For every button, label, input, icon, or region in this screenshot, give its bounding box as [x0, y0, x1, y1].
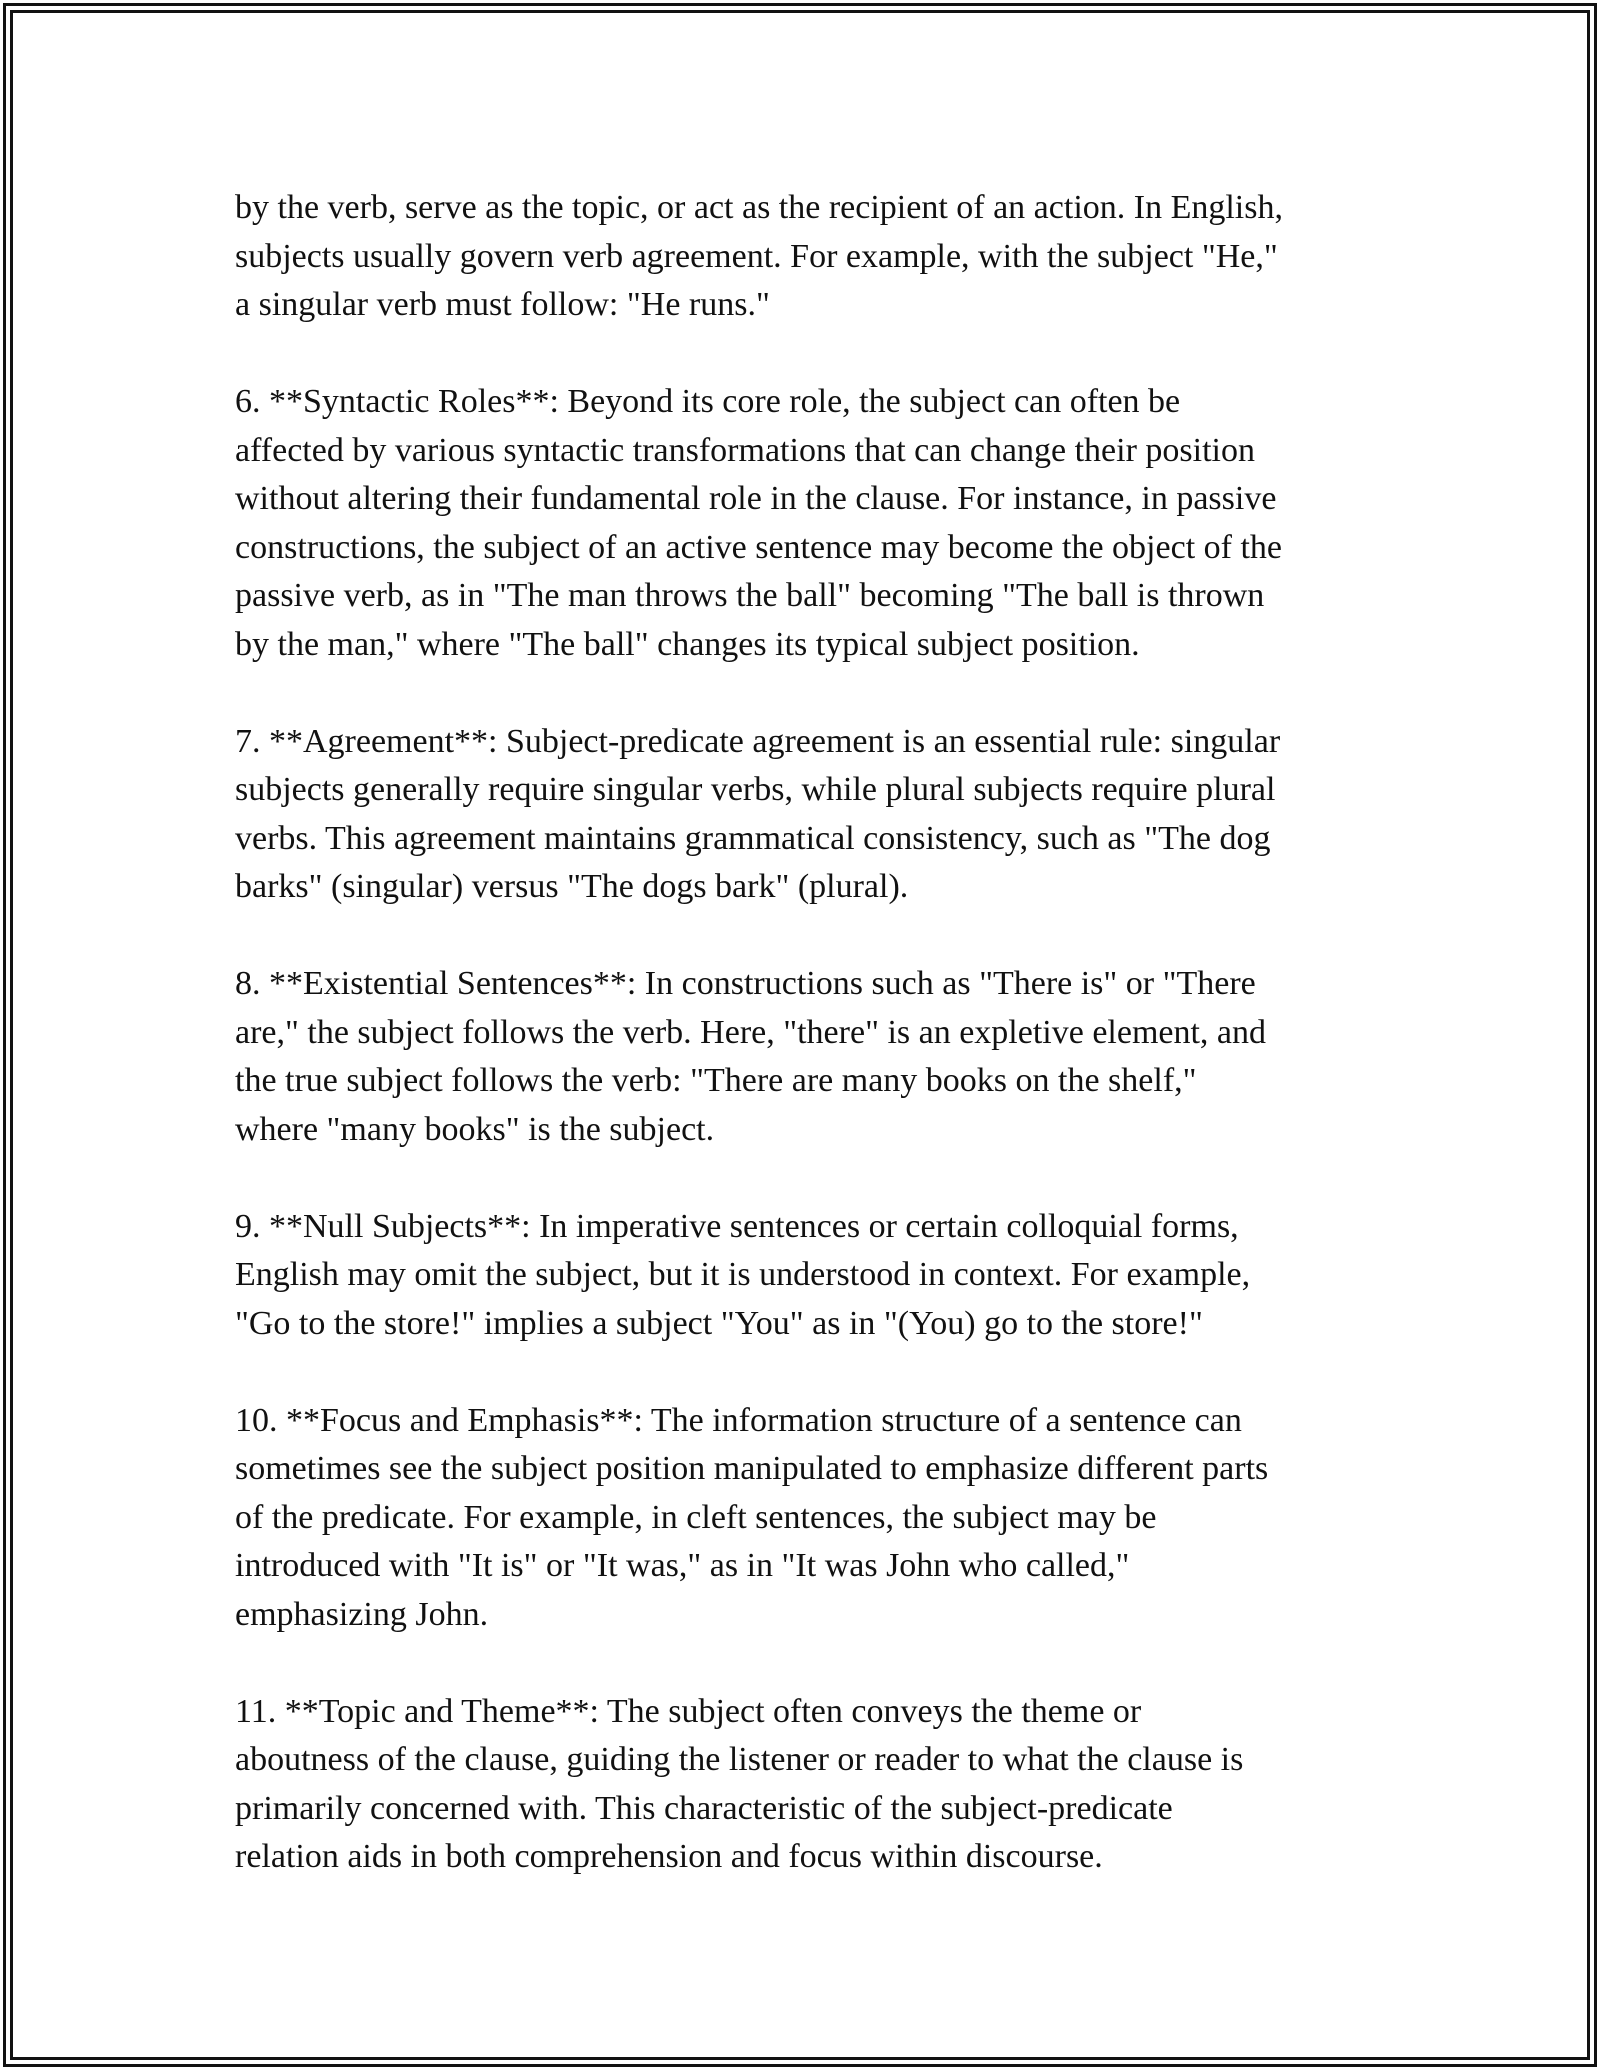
paragraph-agreement: 7. **Agreement**: Subject-predicate agreement is an essential rule: singular subjects generally require singular verbs, while plural subjects require plural verbs. This agreement maintains grammatical consistency, such as "The dog barks" (singular) versus "The dogs bark" (plural).: [235, 722, 1281, 905]
paragraph-syntactic-roles: 6. **Syntactic Roles**: Beyond its core role, the subject can often be affected by various syntactic transformations that can change their position without altering their fundamental role in the clause. For instance, in passive constructions, the subject of an active sentence may become the object of the passive verb, as in "The man throws the ball" becoming "The ball is thrown by the man," where "The ball" changes its typical subject position.: [235, 383, 1282, 663]
paragraph-topic-and-theme: 11. **Topic and Theme**: The subject often conveys the theme or aboutness of the clause, guiding the listener or reader to what the clause is primarily concerned with. This characteristic of the subject-predicate relation aids in both comprehension and focus within discourse.: [235, 1692, 1244, 1875]
paragraph-focus-and-emphasis: 10. **Focus and Emphasis**: The information structure of a sentence can sometimes see the subject position manipulated to emphasize different parts of the predicate. For example, in cleft sentences, the subject may be introduced with "It is" or "It was," as in "It was John who called," emphasizing John.: [235, 1401, 1269, 1633]
paragraph-existential-sentences: 8. **Existential Sentences**: In constructions such as "There is" or "There are," the subject follows the verb. Here, "there" is an expletive element, and the true subject follows the verb: "There are many books on the shelf," where "many books" is the subject.: [235, 965, 1267, 1148]
paragraph-continuation: by the verb, serve as the topic, or act as the recipient of an action. In English, subjects usually govern verb agreement. For example, with the subject "He," a singular verb must follow: "He runs.": [235, 189, 1283, 323]
paragraph-null-subjects: 9. **Null Subjects**: In imperative sentences or certain colloquial forms, English may omit the subject, but it is understood in context. For example, "Go to the store!" implies a subject "You" as in "(You) go to the store!": [235, 1207, 1251, 1342]
document-body: [235, 184, 1380, 1882]
